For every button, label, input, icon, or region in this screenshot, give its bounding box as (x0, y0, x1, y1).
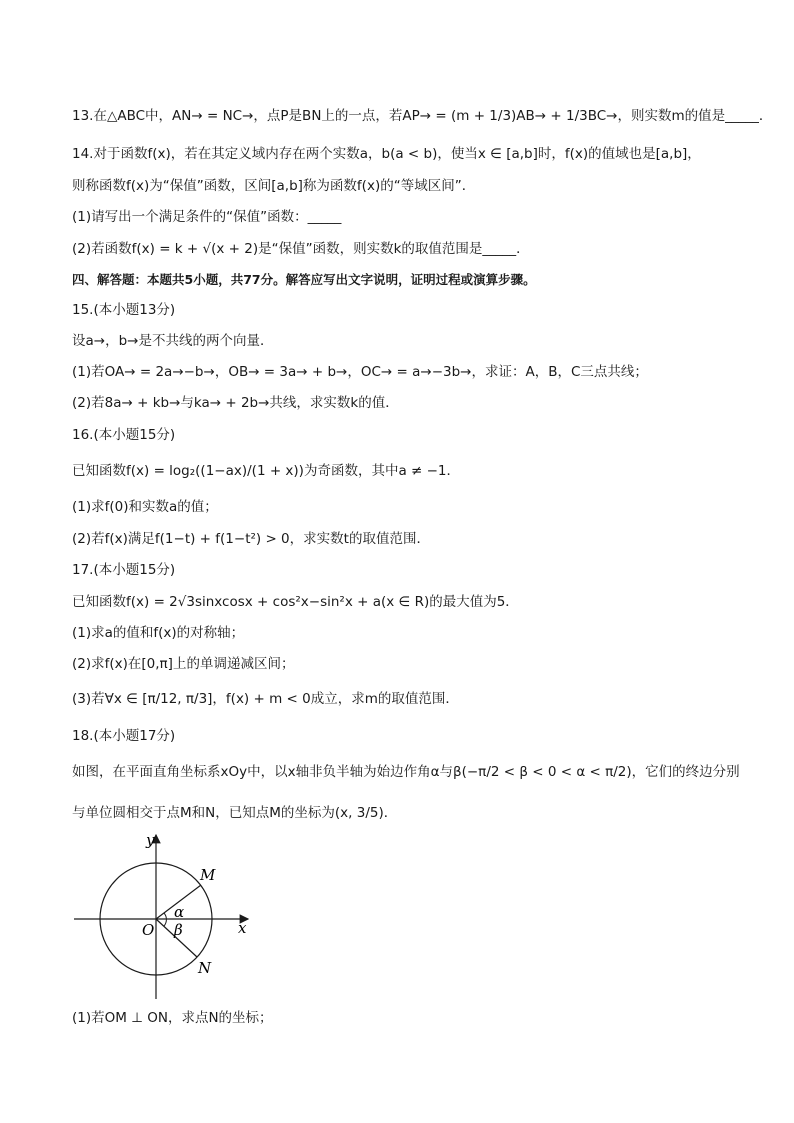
question-14: 14.对于函数f(x)，若在其定义域内存在两个实数a，b(a < b)，使当x ∈ [a,b]时，f(x)的值域也是[a,b]， (72, 146, 701, 162)
question-18-stem: 如图，在平面直角坐标系xOy中，以x轴非负半轴为始边作角α与β(−π/2 < β < 0 < α < π/2)，它们的终边分别 (72, 764, 740, 780)
label-m: M (200, 866, 216, 884)
question-18-stem-cont: 与单位圆相交于点M和N，已知点M的坐标为(x, 3/5)． (72, 805, 398, 821)
label-beta: β (174, 921, 183, 939)
question-17-part3: (3)若∀x ∈ [π/12, π/3]，f(x) + m < 0成立，求m的取值范围． (72, 691, 459, 707)
question-16-part2: (2)若f(x)满足f(1−t) + f(1−t²) > 0，求实数t的取值范围． (72, 531, 430, 547)
question-18-part1: (1)若OM ⊥ ON，求点N的坐标； (72, 1010, 273, 1026)
question-17-part2: (2)求f(x)在[0,π]上的单调递减区间； (72, 656, 295, 672)
question-13: 13.在△ABC中，AN→ = NC→，点P是BN上的一点，若AP→ = (m + 1/3)AB→ + 1/3BC→，则实数m的值是_____． (72, 108, 773, 124)
question-15-part2: (2)若8a→ + kb→与ka→ + 2b→共线，求实数k的值． (72, 395, 399, 411)
label-n: N (198, 959, 212, 977)
question-18-title: 18.(本小题17分) (72, 728, 176, 744)
question-14-part2: (2)若函数f(x) = k + √(x + 2)是“保值”函数，则实数k的取值范围是_____． (72, 241, 530, 257)
question-15-stem: 设a→，b→是不共线的两个向量． (72, 333, 274, 349)
question-15-title: 15.(本小题13分) (72, 302, 176, 318)
label-y: y (146, 833, 155, 849)
question-16-title: 16.(本小题15分) (72, 427, 176, 443)
label-x: x (238, 919, 247, 937)
question-17-part1: (1)求a的值和f(x)的对称轴； (72, 625, 245, 641)
label-alpha: α (174, 903, 185, 921)
question-17-stem: 已知函数f(x) = 2√3sinxcosx + cos²x−sin²x + a(x ∈ R)的最大值为5． (72, 594, 519, 610)
question-16-part1: (1)求f(0)和实数a的值； (72, 499, 218, 515)
question-14-part1: (1)请写出一个满足条件的“保值”函数：_____ (72, 209, 342, 225)
question-17-title: 17.(本小题15分) (72, 562, 176, 578)
question-14-cont: 则称函数f(x)为“保值”函数，区间[a,b]称为函数f(x)的“等域区间”． (72, 178, 476, 194)
question-16-stem: 已知函数f(x) = log₂((1−ax)/(1 + x))为奇函数，其中a ≠ −1． (72, 463, 461, 479)
label-o: O (142, 921, 155, 939)
section-heading: 四、解答题：本题共5小题，共77分。解答应写出文字说明，证明过程或演算步骤。 (72, 272, 536, 287)
unit-circle-figure (70, 833, 260, 1003)
question-15-part1: (1)若OA→ = 2a→−b→，OB→ = 3a→ + b→，OC→ = a→−3b→，求证：A，B，C三点共线； (72, 364, 648, 380)
